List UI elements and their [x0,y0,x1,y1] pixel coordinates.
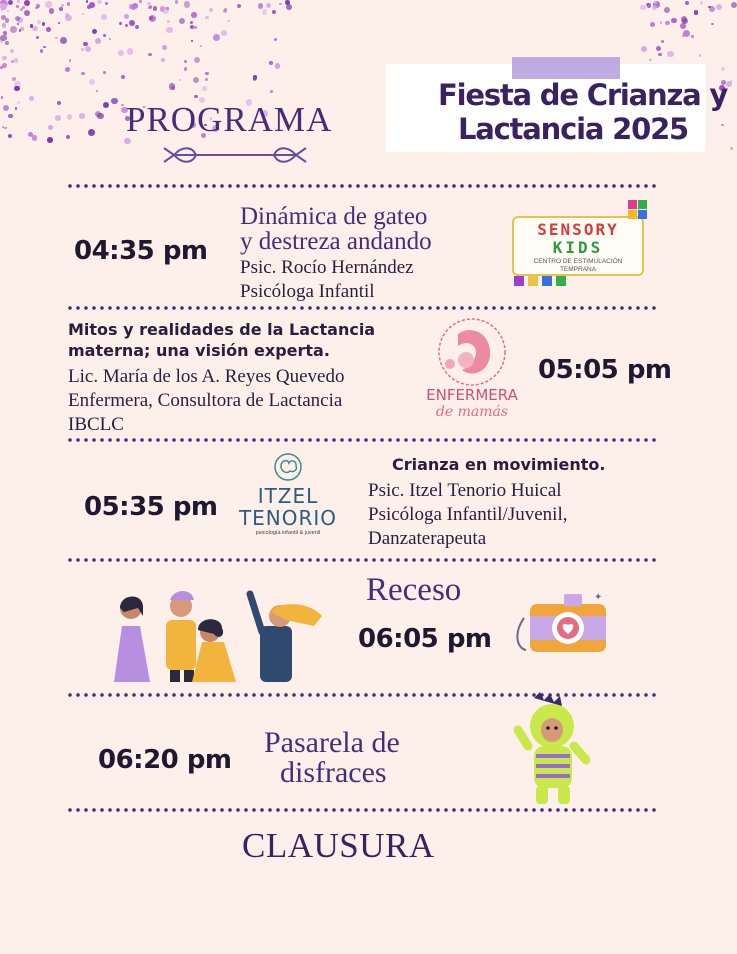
role-item-3-line1: Psicóloga Infantil/Juvenil, [368,504,568,525]
speaker-item-3: Psic. Itzel Tenorio Huical [368,480,562,501]
glitter-dot [209,8,213,12]
itzel-logo-line1: ITZEL [257,484,319,508]
glitter-dot [4,127,7,130]
speaker-item-2: Lic. María de los A. Reyes Quevedo [68,366,345,387]
glitter-dot [103,71,106,74]
sensory-kids-tagline2: TEMPRANA [559,266,597,273]
glitter-dot [166,27,172,33]
glitter-dot [699,54,701,56]
glitter-dot [221,30,227,36]
glitter-dot [647,3,651,7]
glitter-dot [55,37,57,39]
glitter-dot [223,9,227,13]
glitter-dot [48,125,54,131]
glitter-dot [285,0,290,5]
glitter-dot [191,12,197,18]
glitter-dot [194,26,197,29]
glitter-dot [60,37,67,44]
title-item-3: Crianza en movimiento. [392,455,606,474]
glitter-dot [682,18,688,24]
glitter-dot [650,58,653,61]
enfermera-logo-line2: de mamás [435,404,509,420]
glitter-dot [205,16,208,19]
glitter-dot [1,96,4,99]
glitter-dot [671,18,676,23]
glitter-dot [161,58,165,62]
glitter-dot [667,51,674,58]
glitter-dot [162,7,169,14]
glitter-dot [119,22,122,25]
glitter-dot [272,10,276,14]
glitter-dot [14,86,19,91]
glitter-dot [32,26,38,32]
arrow-ornament-icon [160,140,310,170]
glitter-dot [258,3,263,8]
glitter-dot [101,14,107,20]
glitter-dot [88,129,95,136]
glitter-dot [721,124,723,126]
glitter-dot [716,4,722,10]
glitter-dot [127,48,134,55]
glitter-dot [14,58,18,62]
glitter-dot [2,23,7,28]
glitter-dot [184,1,190,7]
brain-icon [272,452,304,482]
glitter-dot [279,3,282,6]
glitter-dot [16,5,19,8]
glitter-dot [721,67,725,71]
glitter-dot [10,26,17,33]
glitter-dot [660,21,662,23]
glitter-dot [103,34,106,37]
glitter-dot [275,63,281,69]
glitter-dot [36,36,39,39]
glitter-dot [81,48,84,51]
time-item-3: 05:35 pm [84,492,218,522]
glitter-dot [40,49,44,53]
itzel-logo-tagline: psicología infantil & juvenil [255,530,321,536]
title-item-1-line1: Dinámica de gateo [240,203,428,230]
title-item-5-line1: Pasarela de [264,726,400,759]
glitter-dot [205,72,208,75]
glitter-dot [661,40,664,43]
glitter-dot [262,9,267,14]
glitter-dot [253,77,257,81]
glitter-dot [15,16,20,21]
glitter-dot [665,21,670,26]
glitter-dot [125,24,128,27]
time-item-5: 06:20 pm [98,745,232,775]
glitter-dot [205,78,208,81]
role-item-2-line2: IBCLC [68,414,124,435]
glitter-dot [213,34,220,41]
glitter-dot [43,46,45,48]
glitter-dot [30,24,34,28]
mother-baby-icon [436,316,508,388]
glitter-dot [61,4,64,7]
glitter-dot [654,1,657,4]
glitter-dot [81,72,85,76]
role-item-2-line1: Enfermera, Consultora de Lactancia [68,390,343,411]
glitter-dot [167,20,170,23]
glitter-dot [35,7,37,9]
glitter-dot [8,114,13,119]
glitter-dot [69,59,71,61]
glitter-dot [641,46,647,52]
dotted-divider [66,438,660,442]
title-item-2-line1: Mitos y realidades de la Lactancia [68,320,376,339]
glitter-dot [46,27,51,32]
glitter-dot [680,23,686,29]
glitter-dot [274,38,277,41]
glitter-dot [20,27,24,31]
glitter-dot [270,90,273,93]
glitter-dot [658,53,662,57]
glitter-dot [59,7,63,11]
role-item-3-line2: Danzaterapeuta [368,528,487,549]
glitter-dot [730,147,733,150]
glitter-dot [685,1,690,6]
glitter-dot [65,67,70,72]
glitter-dot [640,5,646,11]
glitter-dot [194,57,200,63]
glitter-dot [105,2,108,5]
dotted-divider [66,558,660,562]
glitter-dot [656,46,661,51]
glitter-dot [664,7,670,13]
glitter-dot [47,137,53,143]
time-item-2: 05:05 pm [538,355,672,385]
glitter-dot [194,95,198,99]
enfermera-de-mamas-logo [424,316,520,426]
enfermera-logo-line1: ENFERMERA [426,386,518,404]
people-celebrating-illustration [110,586,325,682]
puzzle-piece-icon [626,198,650,222]
glitter-dot [191,40,193,42]
glitter-dot [92,29,97,34]
time-item-4: 06:05 pm [358,624,492,654]
glitter-dot [67,2,71,6]
glitter-dot [148,53,151,56]
closing-heading: CLAUSURA [242,826,435,865]
dinosaur-costume-kid-icon [514,690,594,806]
glitter-dot [65,15,71,21]
glitter-dot [153,6,158,11]
glitter-dot [118,50,124,56]
glitter-dot [17,0,19,2]
glitter-dot [139,0,142,3]
glitter-dot [286,4,292,10]
glitter-dot [650,22,655,27]
event-title-line1: Fiesta de Crianza y [438,78,728,112]
glitter-dot [8,134,12,138]
title-item-1-line2: y destreza andando [240,228,432,255]
glitter-dot [17,101,20,104]
time-item-1: 04:35 pm [74,236,208,266]
glitter-dot [691,35,693,37]
glitter-dot [58,22,60,24]
glitter-dot [57,101,61,105]
glitter-dot [82,13,85,16]
glitter-dot [184,67,187,70]
glitter-dot [42,22,46,26]
glitter-dot [67,114,72,119]
glitter-dot [121,104,123,106]
sensory-kids-logo [506,198,652,288]
glitter-dot [190,25,194,29]
sensory-kids-tagline1: CENTRO DE ESTIMULACIÓN [533,258,623,265]
glitter-dot [184,60,187,63]
glitter-dot [17,23,19,25]
glitter-dot [8,0,13,5]
camera-icon [510,588,610,656]
glitter-dot [227,20,230,23]
glitter-dot [37,20,41,24]
glitter-dot [121,75,125,79]
glitter-dot [200,45,202,47]
title-item-5-line2: disfraces [280,756,387,789]
glitter-dot [109,38,111,40]
glitter-dot [731,2,737,8]
glitter-dot [169,83,175,89]
glitter-dot [148,6,151,9]
glitter-dot [3,105,10,112]
glitter-dot [682,35,684,37]
dotted-divider [66,184,660,188]
glitter-dot [700,1,703,4]
glitter-dot [179,79,182,82]
glitter-dot [190,21,193,24]
glitter-dot [652,5,657,10]
glitter-dot [124,14,129,19]
glitter-dot [89,2,95,8]
glitter-dot [237,4,241,8]
puzzle-pieces-bottom-icon [514,274,570,288]
itzel-logo-line2: TENORIO [238,506,338,530]
glitter-dot [193,77,199,83]
dotted-divider [66,808,660,812]
glitter-dot [7,10,9,12]
glitter-dot [711,23,713,25]
speaker-item-1: Psic. Rocío Hernández [240,257,414,278]
glitter-dot [55,115,62,122]
glitter-dot [1,8,4,11]
title-item-4: Receso [366,572,462,608]
tape-decoration [512,57,620,79]
glitter-dot [96,90,99,93]
glitter-dot [111,98,117,104]
role-item-1: Psicóloga Infantil [240,281,375,302]
glitter-dot [10,49,14,53]
glitter-dot [135,25,139,29]
glitter-dot [66,135,70,139]
glitter-dot [15,107,18,110]
glitter-dot [175,0,179,4]
glitter-dot [5,41,10,46]
glitter-dot [24,10,31,17]
sensory-kids-logo-line2: KIDS [552,238,604,257]
programa-heading: PROGRAMA [126,100,333,139]
itzel-tenorio-logo [230,452,346,542]
glitter-dot [131,5,136,10]
glitter-dot [162,45,167,50]
glitter-dot [2,63,7,68]
glitter-dot [266,3,271,8]
glitter-dot [32,135,37,140]
glitter-dot [202,86,208,92]
sensory-kids-logo-line1: SENSORY [537,220,619,239]
glitter-dot [97,0,101,4]
glitter-dot [83,42,87,46]
glitter-dot [49,8,54,13]
dotted-divider [66,306,660,310]
glitter-dot [85,46,91,52]
title-item-2-line2: materna; una visión experta. [68,341,330,360]
glitter-dot [103,102,109,108]
glitter-dot [89,79,95,85]
glitter-dot [179,18,185,24]
event-title-line2: Lactancia 2025 [458,112,689,146]
glitter-dot [86,0,88,2]
glitter-dot [24,0,30,6]
glitter-dot [79,113,85,119]
glitter-dot [269,61,272,64]
glitter-dot [12,77,16,81]
glitter-dot [29,96,34,101]
glitter-dot [694,10,699,15]
glitter-dot [2,56,6,60]
glitter-dot [95,38,101,44]
svg-text:✦: ✦ [594,592,603,603]
